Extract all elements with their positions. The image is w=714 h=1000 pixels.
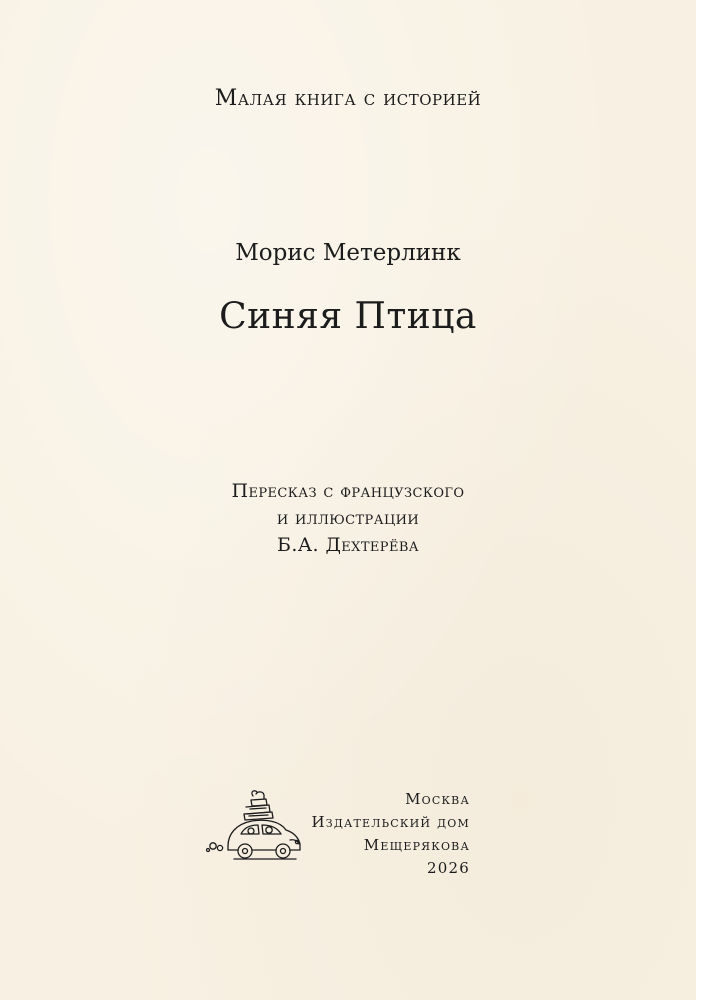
credit-line-1: Пересказ с французского: [231, 480, 465, 502]
imprint-year: 2026: [427, 859, 470, 877]
credit-line-3: Б.А. Дехтерёва: [276, 534, 420, 556]
credit-line-2: и иллюстрации: [276, 507, 420, 529]
book-title: Синяя Птица: [219, 296, 477, 337]
author-name: Морис Метерлинк: [235, 240, 461, 266]
imprint-publisher-line-1: Издательский дом: [311, 813, 470, 831]
page-edge: [696, 0, 714, 1000]
car-with-luggage-logo-icon: [206, 788, 314, 864]
imprint-publisher-line-2: Мещерякова: [363, 836, 470, 854]
imprint-city: Москва: [405, 790, 470, 808]
imprint-block: [300, 788, 470, 880]
series-title: Малая книга с историей: [214, 86, 482, 111]
